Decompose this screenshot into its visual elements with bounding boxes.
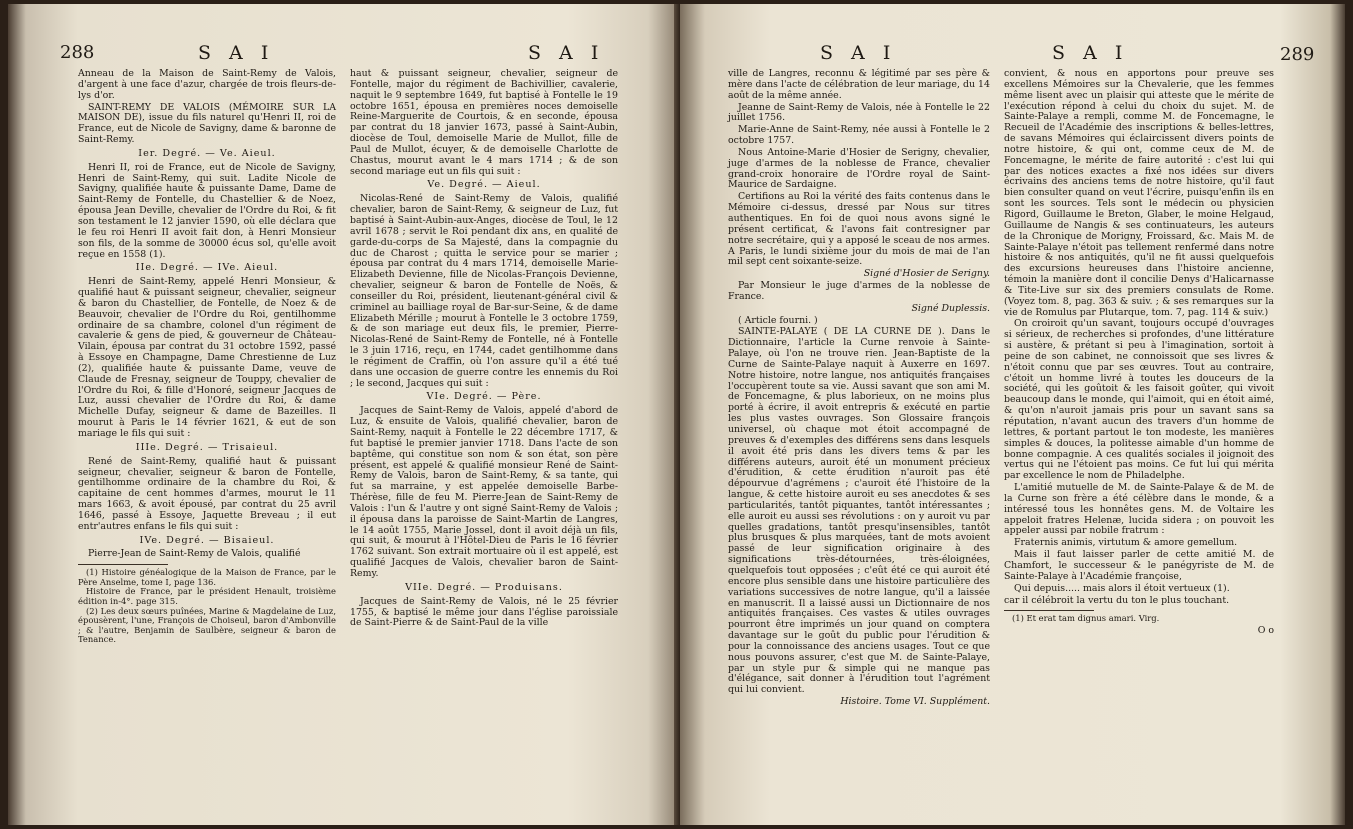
signature-line: Histoire. Tome VI. Supplément. bbox=[840, 696, 990, 708]
running-head-left-b: S A I bbox=[528, 42, 605, 64]
footnote-rule bbox=[1004, 610, 1094, 611]
paragraph: Certifions au Roi la vérité des faits contenus dans le Mémoire ci-dessus, dressé par Nous sur titres authentiques. En foi de quoi nous avons signé le présent certificat, & l'avons fait contresigner par notre secrétaire, qui y a apposé le sceau de nos armes. A Paris, le lundi sixième jour du mois de mai de l'an mil sept cent soixante-seize. bbox=[728, 191, 990, 268]
footnote: (1) Histoire généalogique de la Maison de France, par le Père Anselme, tome I, page 136. bbox=[78, 567, 336, 587]
paragraph: Qui depuis..... mais alors il étoit vertueux (1). bbox=[1014, 582, 1230, 594]
paragraph: Jacques de Saint-Remy de Valois, né le 25 février 1755, & baptisé le même jour dans l'église paroissiale de Saint-Pierre & de Saint-Paul de la ville bbox=[350, 595, 618, 629]
left-page bbox=[8, 4, 680, 825]
footnote: Histoire de France, par le président Henault, troisième édition in-4°. page 315. bbox=[78, 586, 336, 607]
paragraph: Nous Antoine-Marie d'Hosier de Serigny, chevalier, juge d'armes de la noblesse de France, chevalier grand-croix honoraire de l'Ordre royal de Saint-Maurice de Sardaigne. bbox=[728, 146, 990, 191]
footnotes bbox=[78, 568, 336, 645]
right-page-column-1 bbox=[728, 69, 990, 709]
footnotes bbox=[1004, 614, 1274, 624]
paragraph: Henri II, roi de France, eut de Nicole de Savigny, Henri de Saint-Remy, qui suit. Ladite Nicole de Savigny, qualifiée haute & puissante Dame, Dame de Saint-Remy de Fontelle, du Chastellier & de Noez, épousa Jean Deville, chevalier de l'Ordre du Roi, & fit son testament le 12 janvier 1590, où elle déclara que le feu roi Henri II avoit fait don, à Henri Monsieur son fils, de la somme de 30000 écus sol, qu'elle avoit reçue en 1558 (1). bbox=[78, 161, 336, 260]
paragraph: car il célébroit la vertu du ton le plus touchant. bbox=[1004, 594, 1230, 606]
signature-line: Signé Duplessis. bbox=[911, 302, 990, 314]
paragraph: convient, & nous en apportons pour preuve ses excellens Mémoires sur la Chevalerie, que les femmes même lisent avec un plaisir qui atteste que le mérite de l'exécution répond à celui du choix du sujet. M. de Sainte-Palaye a rempli, comme M. de Foncemagne, le Recueil de l'Académie des inscriptions & belles-lettres, de savans Mémoires qui éclaircissent divers points de notre histoire, & qui ont, comme ceux de M. de Foncemagne, le mérite de faire autorité : c'est lui qui par des notices exactes a fixé nos idées sur divers écrivains des anciens tems de notre histoire, qu'il faut bien consulter quand on veut l'écrire, puisqu'enfin ils en sont les sources. Tels sont le médecin ou physicien Rigord, Guillaume le Breton, Glaber, le moine Helgaud, Guillaume de Nangis & ses continuateurs, les auteurs de la Chronique de Morigny, Froissard, &c. Mais M. de Sainte-Palaye n'étoit pas tellement renfermé dans notre histoire & nos antiquités, qu'il ne fit aussi quelquefois des excursions heureuses dans l'histoire ancienne, témoin la manière dont il concilie Denys d'Halicarnasse & Tite-Live sur six des premiers consulats de Rome. (Voyez tom. 8, pag. 363 & suiv. ; & ses remarques sur la vie de Romulus par Plutarque, tom. 7, pag. 114 & suiv.) bbox=[1004, 68, 1274, 318]
paragraph: ville de Langres, reconnu & légitimé par ses père & mère dans l'acte de célébration de leur mariage, du 14 août de la même année. bbox=[728, 68, 990, 101]
running-head-right-a: S A I bbox=[820, 42, 897, 64]
section-heading: IIe. Degré. — IVe. Aieul. bbox=[135, 262, 279, 274]
section-heading: IVe. Degré. — Bisaieul. bbox=[139, 534, 275, 546]
footnote: (2) Les deux sœurs puînées, Marine & Magdelaine de Luz, épousèrent, l'une, François de Choiseul, baron d'Ambonville ; & l'autre, Benjamin de Saulbère, seigneur & baron de Tenance. bbox=[78, 605, 336, 645]
section-heading: Ier. Degré. — Ve. Aieul. bbox=[138, 147, 276, 159]
left-page-column-2 bbox=[350, 69, 618, 630]
right-page bbox=[680, 4, 1345, 825]
paragraph: Nicolas-René de Saint-Remy de Valois, qualifié chevalier, baron de Saint-Remy, & seigneur de Luz, fut baptisé à Saint-Aubin-aux-Anges, diocèse de Toul, le 12 avril 1678 ; servit le Roi pendant dix ans, en qualité de garde-du-corps de Sa Majesté, dans la compagnie du duc de Charost ; quitta le service pour se marier ; épousa par contrat du 4 mars 1714, demoiselle Marie-Elizabeth Devienne, fille de Nicolas-François Devienne, chevalier, seigneur & baron de Fontelle de Noës, & conseiller du Roi, président, lieutenant-général civil & criminel au bailliage royal de Bar-sur-Seine, & de dame Elizabeth Mérille ; mourut à Fontelle le 3 octobre 1759, & de son mariage eut deux fils, le premier, Pierre-Nicolas-René de Saint-Remy de Fontelle, né à Fontelle le 3 juin 1716, reçu, en 1744, cadet gentilhomme dans le régiment de Craffin, où l'on assure qu'il a été tué dans une occasion de guerre contre les ennemis du Roi ; le second, Jacques qui suit : bbox=[350, 193, 618, 389]
paragraph: Pierre-Jean de Saint-Remy de Valois, qualifié bbox=[88, 548, 301, 560]
paragraph: SAINTE-PALAYE ( DE LA CURNE DE ). Dans le Dictionnaire, l'article la Curne renvoie à Sainte-Palaye, où l'on ne trouve rien. Jean-Baptiste de la Curne de Sainte-Palaye naquit à Auxerre en 1697. Notre histoire, notre langue, nos antiquités françaises l'occupèrent toute sa vie. Aussi savant que son ami M. de Foncemagne, & plus laborieux, on ne moins plus porté à écrire, il avoit entrepris & exécuté en partie les plus vastes ouvrages. Son Glossaire françois universel, où chaque mot étoit accompagné de preuves & d'exemples des différens sens dans lesquels il avoit été pris dans les divers tems & par les différens auteurs, auroit été un monument précieux d'érudition, & cette érudition n'auroit pas été dépourvue d'agrémens ; c'auroit été l'histoire de la langue, & cette histoire auroit eu ses anecdotes & ses particularités, tantôt piquantes, tantôt intéressantes ; elle auroit eu aussi ses révolutions : on y auroit vu par quelles gradations, tantôt presqu'insensibles, tantôt plus brusques & plus marquées, tant de mots avoient passé de leur signification originaire à des significations très-détournées, très-éloignées, quelquefois tout opposées ; c'eût été ce qui auroit été encore plus sensible dans une histoire particulière des variations successives de notre langue, qu'il a laissée en manuscrit. Il a laissé aussi un Dictionnaire de nos antiquités françaises. Ces vastes & utiles ouvrages pourront être imprimés un jour quand on comptera davantage sur le goût du public pour l'érudition & pour la connoissance des anciens usages. Tout ce que nous pouvons assurer, c'est que M. de Sainte-Palaye, par un style pur & simple qui ne manque pas d'élégance, sait donner à l'érudition tout l'agrément qui lui convient. bbox=[728, 326, 990, 696]
paragraph: Henri de Saint-Remy, appelé Henri Monsieur, & qualifié haut & puissant seigneur, chevalier, seigneur & baron du Chastellier, de Fontelle, de Noez & de Beauvoir, chevalier de l'Ordre du Roi, gentilhomme ordinaire de sa chambre, colonel d'un régiment de cavalerie & gens de pied, & gouverneur de Château-Vilain, épousa par contrat du 31 octobre 1592, passé à Essoye en Champagne, Dame Chrestienne de Luz (2), qualifiée haute & puissante Dame, veuve de Claude de Fresnay, seigneur de Touppy, chevalier de l'Ordre du Roi, & fille d'Honoré, seigneur Jacques de Luz, aussi chevalier de l'Ordre du Roi, & dame Michelle Dufay, seigneur & dame de Bazeilles. Il mourut à Paris le 14 février 1621, & eut de son mariage le fils qui suit : bbox=[78, 276, 336, 439]
book-spread bbox=[8, 4, 1345, 825]
paragraph: Mais il faut laisser parler de cette amitié M. de Chamfort, le successeur & le panégyriste de M. de Sainte-Palaye à l'Académie françoise, bbox=[1004, 549, 1274, 582]
paragraph: Jeanne de Saint-Remy de Valois, née à Fontelle le 22 juillet 1756. bbox=[728, 101, 990, 124]
paragraph: ( Article fourni. ) bbox=[738, 314, 818, 326]
section-heading: IIIe. Degré. — Trisaieul. bbox=[135, 441, 279, 453]
right-page-column-2 bbox=[1004, 69, 1274, 637]
paragraph: On croiroit qu'un savant, toujours occupé d'ouvrages si sérieux, de recherches si profondes, d'une littérature si austère, & prétant si peu à l'imagination, sortoit à peine de son cabinet, ne connoissoit que ses livres & n'étoit connu que par ses œuvres. Tout au contraire, c'étoit un homme livré à toutes les douceurs de la société, qui les goûtoit & les faisoit goûter, qui vivoit beaucoup dans le monde, qui l'aimoit, qui en étoit aimé, & qu'on n'auroit jamais pris pour un savant sans sa réputation, n'avant aucun des travers d'un homme de lettres, & portant partout le ton modeste, les manières simples & douces, la politesse aimable d'un homme de bonne compagnie. A ces qualités sociales il joignoit des vertus qui ne l'étoient pas moins. Ce fut lui qui mérita par excellence le nom de Philadelphe. bbox=[1004, 318, 1274, 482]
paragraph: Par Monsieur le juge d'armes de la noblesse de France. bbox=[728, 280, 990, 302]
footnote-rule bbox=[78, 564, 168, 565]
signature-line: Signé d'Hosier de Serigny. bbox=[863, 268, 990, 280]
signature-mark: O o bbox=[1257, 624, 1274, 636]
paragraph: SAINT-REMY DE VALOIS (MÉMOIRE SUR LA MAISON DE), issue du fils naturel qu'Henri II, roi de France, eut de Nicole de Savigny, dame & baronne de Saint-Remy. bbox=[78, 101, 336, 146]
footnote: (1) Et erat tam dignus amari. Virg. bbox=[1012, 613, 1160, 624]
paragraph: Marie-Anne de Saint-Remy, née aussi à Fontelle le 2 octobre 1757. bbox=[728, 124, 990, 147]
page-number-left: 288 bbox=[60, 42, 95, 63]
paragraph: L'amitié mutuelle de M. de Sainte-Palaye & de M. de la Curne son frère a été célèbre dans le monde, & a intéressé tous les honnêtes gens. M. de Voltaire les appeloit fratres Helenæ, lucida sidera ; on pouvoit les appeler aussi par nobile fratrum : bbox=[1004, 482, 1274, 537]
section-heading: VIIe. Degré. — Produisans. bbox=[405, 581, 563, 593]
page-number-right: 289 bbox=[1280, 44, 1315, 65]
section-heading: VIe. Degré. — Père. bbox=[426, 391, 542, 403]
running-head-left-a: S A I bbox=[198, 42, 275, 64]
paragraph: Anneau de la Maison de Saint-Remy de Valois, d'argent à une face d'azur, chargée de trois fleurs-de-lys d'or. bbox=[78, 68, 336, 101]
paragraph: haut & puissant seigneur, chevalier, seigneur de Fontelle, major du régiment de Bachivillier, cavalerie, naquit le 9 septembre 1649, fut baptisé à Fontelle le 19 octobre 1651, épousa en premières noces demoiselle Reine-Marguerite de Courtois, & en seconde, épousa par contrat du 18 janvier 1673, passé à Saint-Aubin, diocèse de Toul, demoiselle Marie de Mullot, fille de Paul de Mullot, écuyer, & de demoiselle Charlotte de Chastus, mourut avant le 4 mars 1714 ; & de son second mariage eut un fils qui suit : bbox=[350, 68, 618, 177]
running-head-right-b: S A I bbox=[1052, 42, 1129, 64]
paragraph: Jacques de Saint-Remy de Valois, appelé d'abord de Luz, & ensuite de Valois, qualifié chevalier, baron de Saint-Remy, naquit à Fontelle le 22 décembre 1717, & fut baptisé le premier janvier 1718. Dans l'acte de son baptême, qui constitue son nom & son état, son père présent, est appelé & qualifié monsieur René de Saint-Remy de Valois, baron de Saint-Remy, & sa tante, qui fut sa marraine, y est appelée demoiselle Barbe-Thérèse, fille de feu M. Pierre-Jean de Saint-Remy de Valois : l'un & l'autre y ont signé Saint-Remy de Valois ; il épousa dans la paroisse de Saint-Martin de Langres, le 14 août 1755, Marie Jossel, dont il avoit déjà un fils, qui suit, & mourut à l'Hôtel-Dieu de Paris le 16 février 1762 suivant. Son extrait mortuaire où il est appelé, est qualifié Jacques de Valois, chevalier baron de Saint-Remy. bbox=[350, 405, 618, 579]
left-page-column-1 bbox=[78, 69, 336, 645]
section-heading: Ve. Degré. — Aieul. bbox=[427, 179, 541, 191]
paragraph: Fraternis animis, virtutum & amore gemellum. bbox=[1014, 537, 1238, 549]
paragraph: René de Saint-Remy, qualifié haut & puissant seigneur, chevalier, seigneur & baron de Fontelle, gentilhomme ordinaire de la chambre du Roi, & capitaine de cent hommes d'armes, mourut le 11 mars 1663, & avoit épousé, par contrat du 25 avril 1646, passé à Essoye, Jaquette Breveau ; il eut entr'autres enfans le fils qui suit : bbox=[78, 455, 336, 532]
